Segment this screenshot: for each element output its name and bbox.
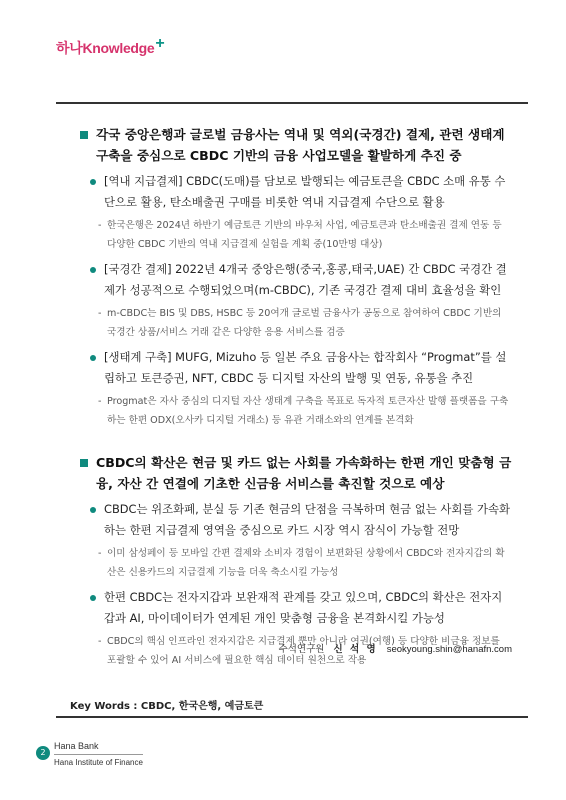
- footer-institute: Hana Institute of Finance: [54, 754, 143, 768]
- list-item: [80, 587, 512, 629]
- author-email-link[interactable]: seokyoung.shin@hanafn.com: [386, 644, 512, 655]
- list-item: [80, 347, 512, 389]
- footer: [54, 740, 143, 768]
- author-line: [80, 641, 512, 655]
- list-item-text: 한편 CBDC는 전자지갑과 보완재적 관계를 갖고 있으며, CBDC의 확산은 전자지갑과 AI, 마이데이터가 연계된 개인 맞춤형 금융을 본격화시킬 가능성: [104, 590, 503, 625]
- list-item-text: CBDC는 위조화폐, 분실 등 기존 현금의 단점을 극복하며 현금 없는 사회를 가속화하는 한편 지급결제 영역을 중심으로 카드 시장 역시 잠식이 가능할 전망: [104, 502, 511, 537]
- square-bullet-icon: [80, 131, 88, 139]
- section-heading-text: 각국 중앙은행과 글로벌 금융사는 역내 및 역외(국경간) 결제, 관련 생태계 구축을 중심으로 CBDC 기반의 금융 사업모델을 활발하게 추진 중: [96, 127, 505, 163]
- dot-bullet-icon: [90, 267, 96, 273]
- dot-bullet-icon: [90, 507, 96, 513]
- dash-icon: -: [98, 548, 102, 559]
- sub-item-text: m-CBDC는 BIS 및 DBS, HSBC 등 20여개 글로벌 금융사가 공동으로 참여하여 CBDC 기반의 국경간 상품/서비스 거래 같은 다양한 응용 서비스를 검증: [107, 308, 502, 338]
- logo-plus-icon: +: [155, 35, 165, 52]
- dash-icon: -: [98, 308, 102, 319]
- dash-icon: -: [98, 636, 102, 647]
- list-item-text: [역내 지급결제] CBDC(도매)를 담보로 발행되는 예금토큰을 CBDC 소매 유통 수단으로 활용, 탄소배출권 구매를 비롯한 역내 지급결제 수단으로 활용: [104, 174, 506, 209]
- list-item-text: [국경간 결제] 2022년 4개국 중앙은행(중국,홍콩,태국,UAE) 간 CBDC 국경간 결제가 성공적으로 수행되었으며(m-CBDC), 기존 국경간 결제 대비 효율성을 확인: [104, 262, 507, 297]
- square-bullet-icon: [80, 459, 88, 467]
- summary-content: [80, 124, 512, 692]
- sub-item: [80, 216, 512, 254]
- footer-bank: Hana Bank: [54, 741, 99, 751]
- dash-icon: -: [98, 396, 102, 407]
- keywords: Key Words : CBDC, 한국은행, 예금토큰: [70, 701, 264, 712]
- sub-item: [80, 544, 512, 582]
- author-title: 수석연구원: [278, 644, 325, 655]
- list-item: [80, 499, 512, 541]
- list-item: [80, 259, 512, 301]
- dot-bullet-icon: [90, 595, 96, 601]
- sub-item-text: Progmat은 자사 중심의 디지털 자산 생태계 구축을 목표로 독자적 토큰자산 발행 플랫폼을 구축하는 한편 ODX(오사카 디지털 거래소) 등 유관 거래소와의 연계를 본격화: [107, 396, 509, 426]
- dot-bullet-icon: [90, 355, 96, 361]
- logo-text: 하나Knowledge: [56, 40, 155, 56]
- section-1: [80, 124, 512, 430]
- hana-knowledge-logo: [56, 35, 165, 58]
- sub-item: [80, 392, 512, 430]
- section-heading-text: CBDC의 확산은 현금 및 카드 없는 사회를 가속화하는 한편 개인 맞춤형 금융, 자산 간 연결에 기초한 신금융 서비스를 촉진할 것으로 예상: [96, 455, 512, 491]
- list-item: [80, 171, 512, 213]
- page-number: 2: [36, 746, 50, 760]
- sub-item-text: 이미 삼성페이 등 모바일 간편 결제와 소비자 경험이 보편화된 상황에서 CBDC와 전자지갑의 확산은 신용카드의 지급결제 기능을 더욱 축소시킬 가능성: [107, 548, 505, 578]
- section-2: [80, 452, 512, 670]
- list-item-text: [생태계 구축] MUFG, Mizuho 등 일본 주요 금융사는 합작회사 “Progmat”를 설립하고 토큰증권, NFT, CBDC 등 디지털 자산의 발행 및 연동, 유통을 추진: [104, 350, 507, 385]
- dot-bullet-icon: [90, 179, 96, 185]
- author-name: 신 석 영: [333, 644, 378, 655]
- sub-item: [80, 304, 512, 342]
- dash-icon: -: [98, 220, 102, 231]
- sub-item-text: 한국은행은 2024년 하반기 예금토큰 기반의 바우처 사업, 예금토큰과 탄소배출권 결제 연동 등 다양한 CBDC 기반의 역내 지급결제 실험을 계획 중(10만명 대상): [107, 220, 502, 250]
- section-heading: [80, 452, 512, 494]
- section-heading: [80, 124, 512, 166]
- sub-item-text: CBDC의 핵심 인프라인 전자지갑은 지급결제 뿐만 아니라 여권(여행) 등 다양한 비금융 정보를 포괄할 수 있어 AI 서비스에 필요한 핵심 데이터 원천으로 작용: [107, 636, 500, 666]
